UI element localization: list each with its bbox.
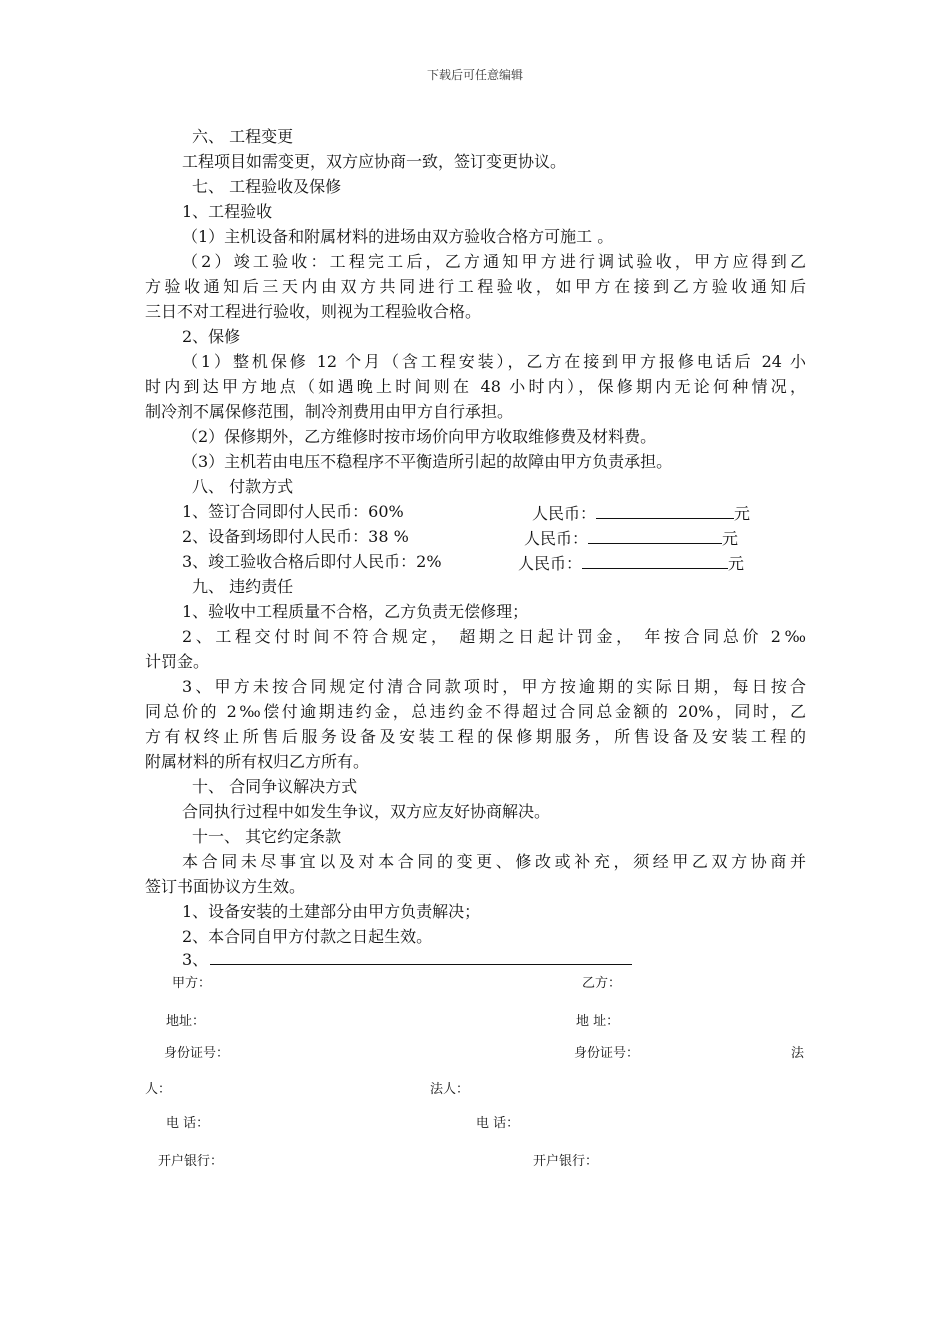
id-number-a-label: 身份证号： bbox=[164, 1046, 230, 1061]
payment-3-unit: 元 bbox=[728, 554, 745, 573]
payment-1-label: 1、签订合同即付人民币：60% bbox=[182, 502, 404, 521]
section-9-item-1: 1、验收中工程质量不合格，乙方负责无偿修理； bbox=[182, 602, 529, 621]
section-7-item-1: 1、工程验收 bbox=[182, 202, 273, 221]
section-7-title: 七、 工程验收及保修 bbox=[192, 177, 342, 196]
section-11-item-2: 2、本合同自甲方付款之日起生效。 bbox=[182, 927, 433, 946]
phone-a-label: 电 话： bbox=[166, 1116, 210, 1131]
payment-2-amount-blank[interactable] bbox=[588, 527, 722, 544]
section-9-item-2-line-a: 2、工程交付时间不符合规定， 超期之日起计罚金， 年按合同总价 2‰ bbox=[182, 627, 806, 646]
payment-3-label: 3、竣工验收合格后即付人民币：2% bbox=[182, 552, 442, 571]
legal-rep-a-label-tail: 人： bbox=[145, 1082, 172, 1097]
bank-b-label: 开户银行： bbox=[533, 1154, 599, 1169]
section-7-item-2-1-line-c: 制冷剂不属保修范围，制冷剂费用由甲方自行承担。 bbox=[145, 402, 514, 421]
party-a-label: 甲方： bbox=[172, 976, 212, 991]
payment-3-rmb bbox=[518, 552, 744, 574]
address-b-label: 地 址： bbox=[576, 1014, 620, 1029]
section-7-item-2-2: （2）保修期外，乙方维修时按市场价向甲方收取维修费及材料费。 bbox=[182, 427, 657, 446]
section-9-item-3-line-c: 方有权终止所售后服务设备及安装工程的保修期服务，所售设备及安装工程的 bbox=[145, 727, 806, 746]
section-9-item-3-line-a: 3、甲方未按合同规定付清合同款项时，甲方按逾期的实际日期，每日按合 bbox=[182, 677, 806, 696]
payment-2-unit: 元 bbox=[722, 529, 739, 548]
section-11-body-line-b: 签订书面协议方生效。 bbox=[145, 877, 306, 896]
section-7-item-1-2-line-a: （2）竣工验收：工程完工后，乙方通知甲方进行调试验收，甲方应得到乙 bbox=[182, 252, 806, 271]
section-7-item-2: 2、保修 bbox=[182, 327, 241, 346]
section-11-item-1: 1、设备安装的土建部分由甲方负责解决； bbox=[182, 902, 481, 921]
section-9-item-2-line-b: 计罚金。 bbox=[145, 652, 210, 671]
section-8-title: 八、 付款方式 bbox=[192, 477, 294, 496]
section-11-title: 十一、 其它约定条款 bbox=[192, 827, 342, 846]
payment-2-rmb bbox=[524, 527, 738, 549]
section-6-body: 工程项目如需变更，双方应协商一致，签订变更协议。 bbox=[182, 152, 567, 171]
legal-rep-a-label-head: 法 bbox=[791, 1046, 805, 1061]
payment-1-rmb-label: 人民币： bbox=[532, 504, 597, 523]
section-10-title: 十、 合同争议解决方式 bbox=[192, 777, 358, 796]
section-7-item-1-2-line-b: 方验收通知后三天内由双方共同进行工程验收，如甲方在接到乙方验收通知后 bbox=[145, 277, 806, 296]
legal-rep-b-label: 法人： bbox=[430, 1082, 470, 1097]
section-7-item-1-2-line-c: 三日不对工程进行验收，则视为工程验收合格。 bbox=[145, 302, 482, 321]
id-number-b-label: 身份证号： bbox=[574, 1046, 640, 1061]
section-10-body: 合同执行过程中如发生争议，双方应友好协商解决。 bbox=[182, 802, 551, 821]
address-a-label: 地址： bbox=[166, 1014, 206, 1029]
section-11-body-line-a: 本合同未尽事宜以及对本合同的变更、修改或补充，须经甲乙双方协商并 bbox=[182, 852, 806, 871]
section-7-item-2-3: （3）主机若由电压不稳程序不平衡造所引起的故障由甲方负责承担。 bbox=[182, 452, 673, 471]
section-11-item-3-blank[interactable] bbox=[210, 964, 632, 965]
phone-b-label: 电 话： bbox=[476, 1116, 520, 1131]
party-b-label: 乙方： bbox=[582, 976, 622, 991]
section-9-item-3-line-d: 附属材料的所有权归乙方所有。 bbox=[145, 752, 370, 771]
section-7-item-1-1: （1）主机设备和附属材料的进场由双方验收合格方可施工 。 bbox=[182, 227, 614, 246]
payment-1-rmb bbox=[532, 502, 750, 524]
section-7-item-2-1-line-b: 时内到达甲方地点（如遇晚上时间则在 48 小时内），保修期内无论何种情况， bbox=[145, 377, 806, 396]
section-9-item-3-line-b: 同总价的 2‰偿付逾期违约金，总违约金不得超过合同总金额的 20%，同时，乙 bbox=[145, 702, 806, 721]
payment-2-rmb-label: 人民币： bbox=[524, 529, 589, 548]
payment-1-unit: 元 bbox=[734, 504, 751, 523]
section-11-item-3: 3、 bbox=[182, 950, 209, 969]
section-9-title: 九、 违约责任 bbox=[192, 577, 294, 596]
bank-a-label: 开户银行： bbox=[158, 1154, 224, 1169]
page-header: 下载后可任意编辑 bbox=[426, 68, 523, 82]
payment-3-amount-blank[interactable] bbox=[582, 552, 728, 569]
payment-3-rmb-label: 人民币： bbox=[518, 554, 583, 573]
payment-1-amount-blank[interactable] bbox=[596, 502, 734, 519]
section-6-title: 六、 工程变更 bbox=[192, 127, 294, 146]
payment-2-label: 2、设备到场即付人民币：38 % bbox=[182, 527, 409, 546]
section-7-item-2-1-line-a: （1）整机保修 12 个月（含工程安装），乙方在接到甲方报修电话后 24 小 bbox=[182, 352, 806, 371]
